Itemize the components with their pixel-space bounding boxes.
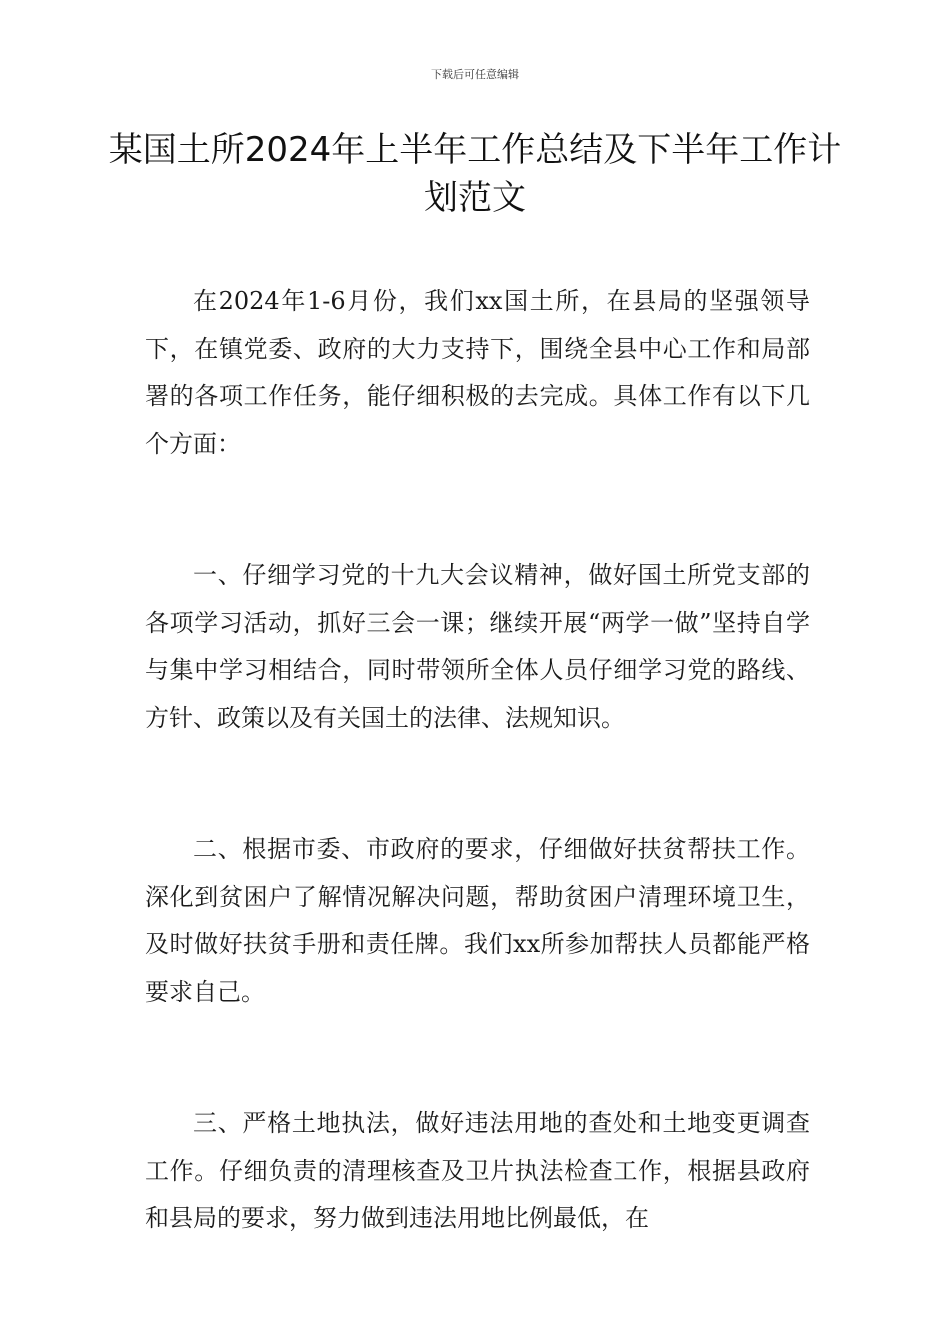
header-note: 下载后可任意编辑: [431, 68, 519, 81]
paragraph-section-1: 一、仔细学习党的十九大会议精神，做好国土所党支部的各项学习活动，抓好三会一课；继续开展“两学一做”坚持自学与集中学习相结合，同时带领所全体人员仔细学习党的路线、方针、政策以及有关国土的法律、法规知识。: [145, 561, 810, 732]
paragraph-section-3: 三、严格土地执法，做好违法用地的查处和土地变更调查工作。仔细负责的清理核查及卫片执法检查工作，根据县政府和县局的要求，努力做到违法用地比例最低，在: [145, 1109, 810, 1232]
paragraph-intro: 在2024年1-6月份，我们xx国土所，在县局的坚强领导下，在镇党委、政府的大力支持下，围绕全县中心工作和局部署的各项工作任务，能仔细积极的去完成。具体工作有以下几个方面：: [145, 287, 810, 458]
paragraph-section-2: 二、根据市委、市政府的要求，仔细做好扶贫帮扶工作。深化到贫困户了解情况解决问题，帮助贫困户清理环境卫生，及时做好扶贫手册和责任牌。我们xx所参加帮扶人员都能严格要求自己。: [145, 835, 810, 1006]
document-title: 某国土所2024年上半年工作总结及下半年工作计划范文: [108, 130, 842, 218]
document-body: [145, 278, 810, 1327]
